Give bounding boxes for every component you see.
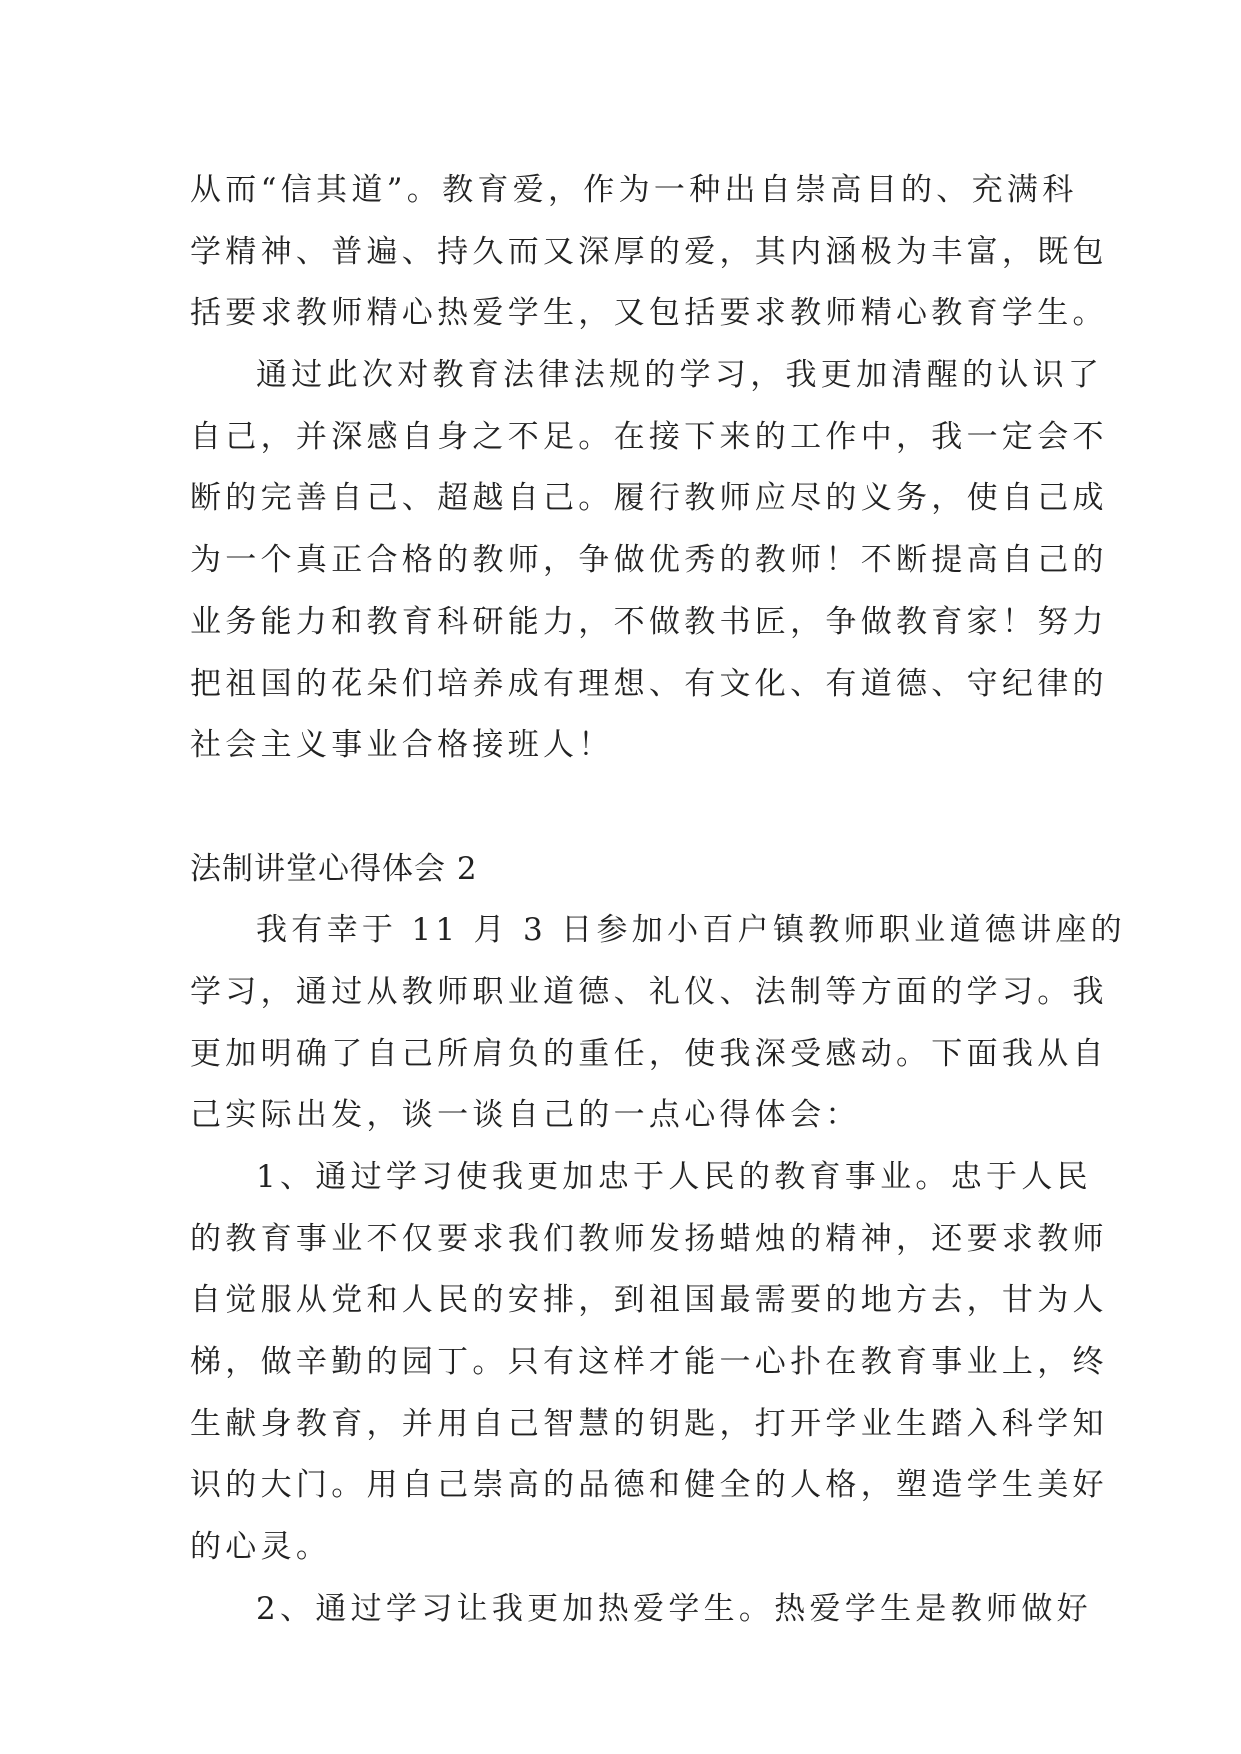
text-line: 为一个真正合格的教师，争做优秀的教师！不断提高自己的 [190,542,1108,579]
paragraph-2 [190,345,1108,777]
text-line: 社会主义事业合格接班人！ [190,727,614,764]
text-line: 学精神、普遍、持久而又深厚的爱，其内涵极为丰富，既包 [190,233,1108,270]
text-line: 业务能力和教育科研能力，不做教书匠，争做教育家！努力 [190,603,1108,640]
text-line: 生献身教育，并用自己智慧的钥匙，打开学业生踏入科学知 [190,1405,1108,1442]
text-line: 识的大门。用自己崇高的品德和健全的人格，塑造学生美好 [190,1467,1108,1504]
paragraph-1 [190,160,1108,345]
text-line: 通过此次对教育法律法规的学习，我更加清醒的认识了 [256,357,1104,394]
paragraph-3 [190,900,1126,1147]
text-line: 的心灵。 [190,1529,332,1566]
text-line: 更加明确了自己所肩负的重任，使我深受感动。下面我从自 [190,1035,1108,1072]
text-line: 的教育事业不仅要求我们教师发扬蜡烛的精神，还要求教师 [190,1220,1108,1257]
text-line: 2、通过学习让我更加热爱学生。热爱学生是教师做好 [256,1590,1092,1627]
text-line: 我有幸于 11 月 3 日参加小百户镇教师职业道德讲座的 [256,912,1126,949]
text-line: 从而“信其道”。教育爱，作为一种出自崇高目的、充满科 [190,172,1078,208]
text-line: 学习，通过从教师职业道德、礼仪、法制等方面的学习。我 [190,973,1108,1010]
text-line: 己实际出发，谈一谈自己的一点心得体会： [190,1097,861,1134]
text-line: 断的完善自己、超越自己。履行教师应尽的义务，使自己成 [190,480,1108,517]
text-line: 梯，做辛勤的园丁。只有这样才能一心扑在教育事业上，终 [190,1344,1108,1381]
text-line: 1、通过学习使我更加忠于人民的教育事业。忠于人民 [256,1159,1092,1195]
section-heading: 法制讲堂心得体会 2 [190,850,478,887]
paragraph-4 [190,1147,1108,1579]
document-body [190,160,1126,1641]
text-line: 括要求教师精心热爱学生，又包括要求教师精心教育学生。 [190,295,1108,332]
section-spacer [190,777,1070,839]
text-line: 把祖国的花朵们培养成有理想、有文化、有道德、守纪律的 [190,665,1108,702]
text-line: 自觉服从党和人民的安排，到祖国最需要的地方去，甘为人 [190,1282,1108,1319]
text-line: 自己，并深感自身之不足。在接下来的工作中，我一定会不 [190,418,1108,455]
paragraph-5 [190,1579,1092,1641]
